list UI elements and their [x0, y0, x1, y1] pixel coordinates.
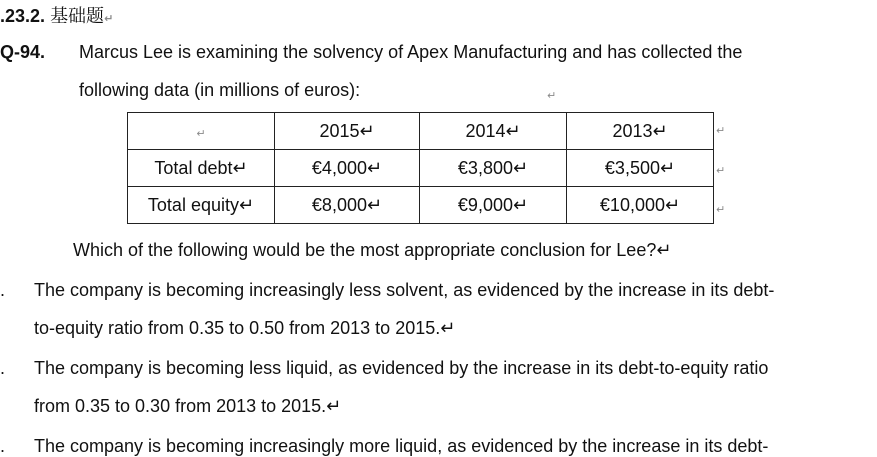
row-label: Total equity↵	[128, 187, 275, 224]
section-heading	[0, 2, 113, 28]
table-row	[128, 187, 714, 224]
return-mark-icon: ↵	[716, 204, 726, 216]
question-text-line-1: Marcus Lee is examining the solvency of Apex Manufacturing and has collected the	[79, 42, 743, 62]
section-number: .23.2.	[0, 6, 46, 26]
option-c-letter: .	[0, 436, 6, 456]
table-header-cell: 2013↵	[567, 113, 714, 150]
option-b-letter: .	[0, 358, 6, 378]
table-cell: €10,000↵	[567, 187, 714, 224]
table-row	[128, 150, 714, 187]
table-cell: €9,000↵	[420, 187, 567, 224]
return-mark-icon: ↵	[716, 165, 726, 177]
option-b-line-2: from 0.35 to 0.30 from 2013 to 2015.↵	[34, 396, 342, 416]
return-mark-icon: ↵	[547, 90, 557, 102]
table-cell: €8,000↵	[275, 187, 420, 224]
table-cell: €3,500↵	[567, 150, 714, 187]
option-c-line-1: The company is becoming increasingly more liquid, as evidenced by the increase in its debt-	[34, 436, 769, 456]
table-header-row	[128, 113, 714, 150]
section-title: 基础题	[50, 6, 105, 27]
option-a-line-2: to-equity ratio from 0.35 to 0.50 from 2013 to 2015.↵	[34, 318, 456, 338]
table-header-cell	[128, 113, 275, 150]
option-a-letter: .	[0, 280, 6, 300]
return-mark-icon: ↵	[716, 125, 726, 137]
table-cell: €4,000↵	[275, 150, 420, 187]
question-prompt: Which of the following would be the most appropriate conclusion for Lee?↵	[73, 240, 672, 260]
return-mark-icon: ↵	[196, 127, 206, 140]
question-text-line-2: following data (in millions of euros):	[79, 80, 361, 100]
question-number: Q-94.	[0, 42, 46, 62]
table-header-cell: 2015↵	[275, 113, 420, 150]
table-cell: €3,800↵	[420, 150, 567, 187]
option-b-line-1: The company is becoming less liquid, as evidenced by the increase in its debt-to-equity ratio	[34, 358, 769, 378]
table-header-cell: 2014↵	[420, 113, 567, 150]
return-mark-icon: ↵	[104, 13, 114, 25]
row-label: Total debt↵	[128, 150, 275, 187]
option-a-line-1: The company is becoming increasingly less solvent, as evidenced by the increase in its debt-	[34, 280, 775, 300]
data-table	[127, 112, 714, 224]
